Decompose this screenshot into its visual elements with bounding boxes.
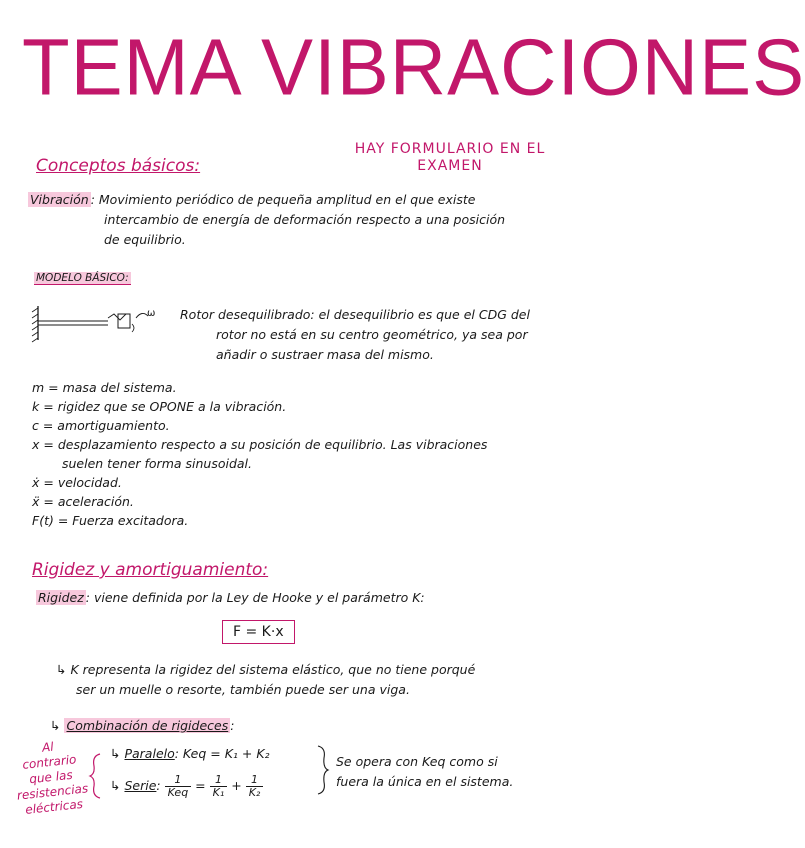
rotor-line3: añadir o sustraer masa del mismo. <box>216 347 434 362</box>
serie-colon: : <box>156 778 161 793</box>
rigidez-term: Rigidez <box>38 590 84 605</box>
combinacion-sep: : <box>230 718 235 733</box>
vibracion-line2: intercambio de energía de deformación respecto a una posición <box>104 212 506 227</box>
combinacion-arrow: ↳ <box>50 718 61 733</box>
vibracion-sep: : <box>90 192 95 207</box>
vibracion-line3: de equilibrio. <box>104 232 186 247</box>
rigidez-heading: Rigidez y amortiguamiento: <box>32 560 269 580</box>
serie-equals: = <box>195 778 206 793</box>
side-note-l5: eléctricas <box>24 796 84 817</box>
brace-note-line2: fuera la única en el sistema. <box>336 774 514 789</box>
k-note-line2: ser un muelle o resorte, también puede ser una viga. <box>76 682 410 697</box>
exam-note-line2: EXAMEN <box>417 158 483 174</box>
side-note-l1: Al <box>41 739 55 755</box>
definition-item: m = masa del sistema. <box>32 380 177 395</box>
definition-item: ẋ = velocidad. <box>32 475 122 490</box>
serie-lhs-fraction: $\frac{1}{\text{Keq}}$ <box>165 774 192 799</box>
serie-term2-fraction: $\frac{1}{\text{K₂}}$ <box>246 774 264 799</box>
conceptos-heading: Conceptos básicos: <box>36 156 201 176</box>
rotor-line1: Rotor desequilibrado: el desequilibrio es que el CDG del <box>180 307 530 322</box>
exam-note-line1: HAY FORMULARIO EN EL <box>354 141 546 157</box>
combinacion-label: Combinación de rigideces <box>66 718 229 733</box>
definition-item: suelen tener forma sinusoidal. <box>62 456 253 471</box>
definition-item: x = desplazamiento respecto a su posición de equilibrio. Las vibraciones <box>32 437 488 452</box>
page-title: TEMA VIBRACIONES <box>22 22 805 112</box>
paralelo-formula: : Keq = K₁ + K₂ <box>174 746 270 761</box>
k-note <box>56 660 596 700</box>
serie-row <box>110 772 263 800</box>
side-note-l4: resistencias <box>16 781 89 803</box>
side-note <box>2 736 99 820</box>
spring-rotor-diagram <box>30 300 170 344</box>
rigidez-definition <box>36 588 596 608</box>
paralelo-row <box>110 744 270 764</box>
vibracion-line1: Movimiento periódico de pequeña amplitud en el que existe <box>98 192 476 207</box>
serie-label: Serie <box>124 778 157 793</box>
brace-note <box>336 752 586 792</box>
vibracion-definition <box>28 190 588 250</box>
definition-item: k = rigidez que se OPONE a la vibración. <box>32 399 287 414</box>
hooke-formula: F = K·x <box>222 620 295 644</box>
side-note-l2: contrario <box>21 752 78 772</box>
combinacion-heading <box>50 716 234 736</box>
svg-text:ω: ω <box>147 308 156 319</box>
definition-item: ẍ = aceleración. <box>32 494 134 509</box>
vibracion-term: Vibración <box>30 192 89 207</box>
side-note-l3: que las <box>28 767 74 787</box>
k-note-line1: ↳ K representa la rigidez del sistema elástico, que no tiene porqué <box>56 662 476 677</box>
brace-note-line1: Se opera con Keq como si <box>336 754 498 769</box>
rigidez-sep: : <box>85 590 90 605</box>
right-brace <box>316 744 330 796</box>
serie-plus: + <box>231 778 242 793</box>
modelo-basico-label: MODELO BÁSICO: <box>36 272 129 284</box>
definition-item: F(t) = Fuerza excitadora. <box>32 513 189 528</box>
exam-note <box>330 141 570 175</box>
rotor-description <box>180 305 580 365</box>
rigidez-text: viene definida por la Ley de Hooke y el parámetro K: <box>93 590 425 605</box>
paralelo-arrow: ↳ <box>110 746 121 761</box>
serie-arrow: ↳ <box>110 778 121 793</box>
serie-term1-fraction: $\frac{1}{\text{K₁}}$ <box>210 774 228 799</box>
rotor-line2: rotor no está en su centro geométrico, ya sea por <box>216 327 528 342</box>
definition-item: c = amortiguamiento. <box>32 418 170 433</box>
definitions-list <box>32 378 592 530</box>
left-brace <box>88 752 102 800</box>
paralelo-label: Paralelo <box>124 746 175 761</box>
